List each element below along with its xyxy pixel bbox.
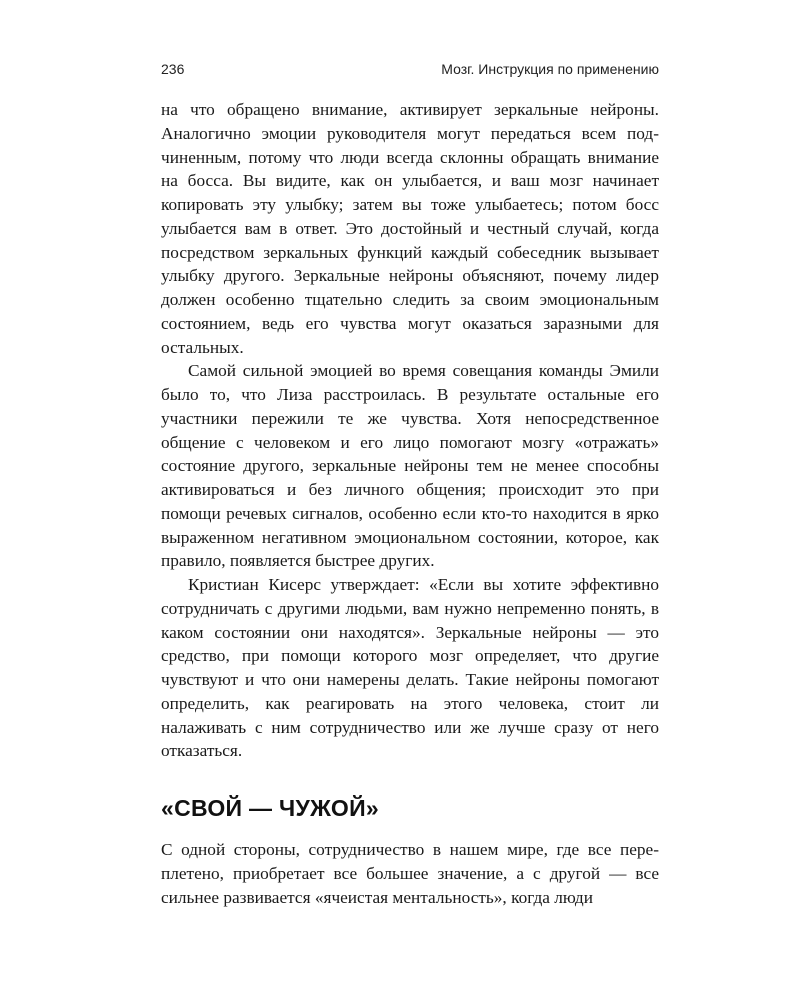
running-head — [161, 61, 659, 81]
section-paragraph: С одной стороны, сотрудничество в нашем мире, где все переплетено, приобретает все большее значение, а с другой — все сильнее развивается «ячеистая ментальность», когда люди — [161, 840, 659, 907]
section-body-text — [161, 838, 659, 909]
book-title: Мозг. Инструкция по применению — [441, 61, 659, 77]
body-text — [161, 98, 659, 763]
book-page — [161, 0, 659, 1000]
paragraph-continuation: на что обращено внимание, активирует зеркальные нейроны. Аналогично эмоции руководителя могут передаться всем подчиненным, потому что люди всегда склонны обращать внимание на босса. Вы видите, как он улыбается, и ваш мозг начинает копировать эту улыбку; затем вы тоже улыбаетесь; потом босс улыбается вам в ответ. Это достойный и честный случай, когда посредством зеркальных функций каждый собеседник вызывает улыбку другого. Зеркальные нейроны объясняют, почему лидер должен особенно тщательно следить за своим эмоциональным состоянием, ведь его чувства могут оказаться заразными для остальных. — [161, 100, 659, 357]
section-heading: «СВОЙ — ЧУЖОЙ» — [161, 795, 380, 821]
page-number: 236 — [161, 61, 185, 77]
paragraph-keysers-quote: Кристиан Кисерс утверждает: «Если вы хотите эффективно сотрудничать с другими людьми, вам нужно непременно понять, в каком состоянии они находятся». Зеркальные нейроны — это средство, при помощи которого мозг определяет, что другие чувствуют и что они намерены делать. Такие нейроны помогают определить, как реагировать на этого человека, стоит ли налаживать с ним сотрудничество или же лучше сразу от него отказаться. — [161, 575, 659, 761]
paragraph-emily-meeting: Самой сильной эмоцией во время совещания команды Эмили было то, что Лиза расстроилась. В результате остальные его участники пережили те же чувства. Хотя непосредственное общение с человеком и его лицо помогают мозгу «отражать» состояние другого, зеркальные нейроны тем не менее способны активироваться и без личного общения; происходит это при помощи речевых сигналов, особенно если кто-то находится в ярко выраженном негативном эмоциональном состоянии, которое, как правило, появляется быстрее других. — [161, 361, 659, 571]
